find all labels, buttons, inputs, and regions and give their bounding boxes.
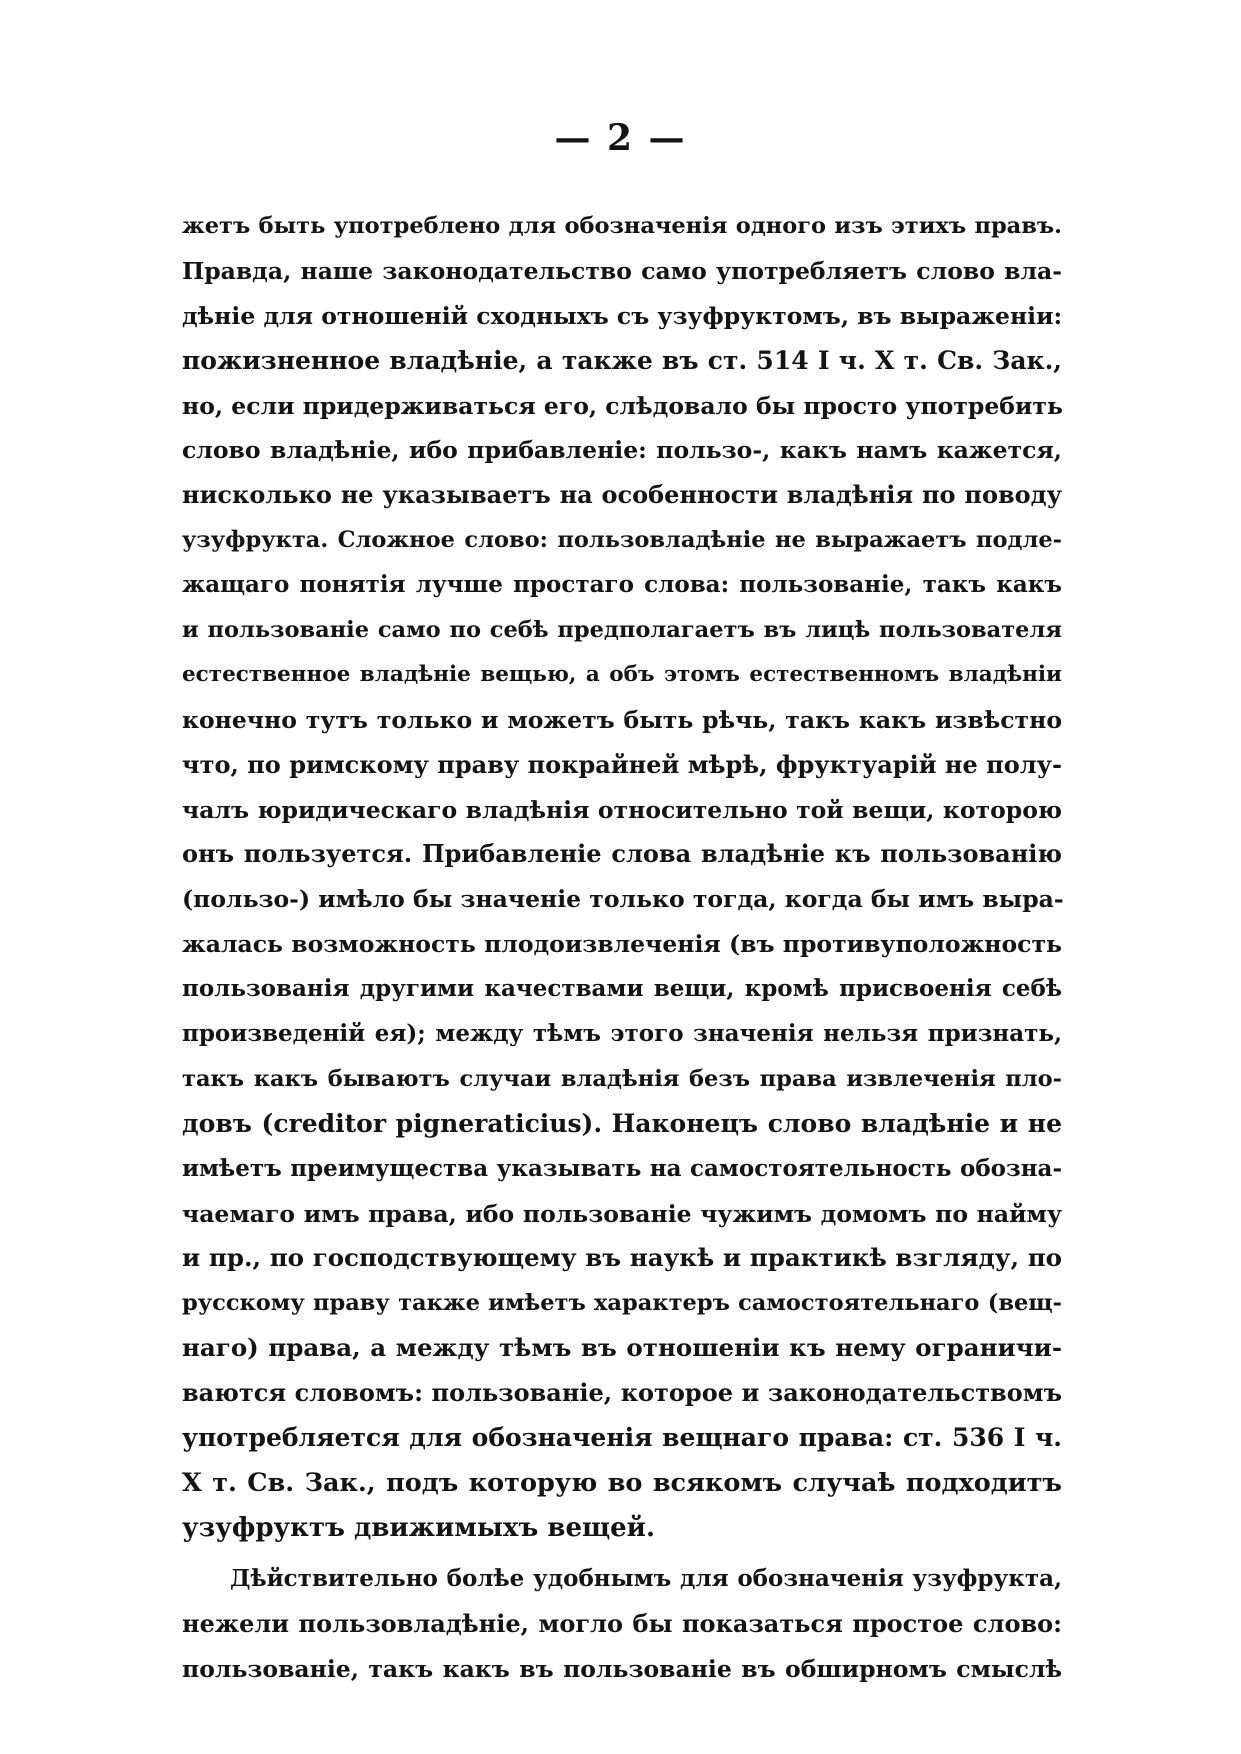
- text-line: довъ (creditor pigneraticius). Наконецъ слово владѣніе и не: [182, 1108, 1062, 1138]
- text-line: что, по римскому праву покрайней мѣрѣ, фруктуарій не полу-: [182, 749, 1062, 779]
- text-line: онъ пользуется. Прибавленіе слова владѣніе къ пользованію: [182, 839, 1062, 869]
- paragraph: [182, 1557, 1062, 1692]
- text-line: пользованія другими качествами вещи, кромѣ присвоенія себѣ: [182, 975, 1062, 1003]
- text-line: такъ какъ бываютъ случаи владѣнія безъ права извлеченія пло-: [182, 1065, 1062, 1092]
- text-line: жетъ быть употреблено для обозначенія одного изъ этихъ правъ.: [182, 213, 1062, 239]
- text-line: и пользованіе само по себѣ предполагаетъ въ лицѣ пользователя: [182, 617, 1062, 644]
- text-line: имѣетъ преимущества указывать на самостоятельность обозна-: [182, 1154, 1062, 1182]
- text-line: слово владѣніе, ибо прибавленіе: пользо-, какъ намъ кажется,: [182, 436, 1062, 465]
- text-line: Правда, наше законодательство само употребляетъ слово вла-: [182, 256, 1062, 285]
- text-line: пользованіе, такъ какъ въ пользованіе въ обширномъ смыслѣ: [182, 1654, 1062, 1683]
- paragraph: [182, 204, 1062, 1551]
- text-line: жащаго понятія лучше простаго слова: пользованіе, такъ какъ: [182, 571, 1062, 599]
- text-line: русскому праву также имѣетъ характеръ самостоятельнаго (вещ-: [182, 1290, 1062, 1317]
- text-line: X т. Св. Зак., подъ которую во всякомъ случаѣ подходитъ: [182, 1467, 1062, 1498]
- text-line: узуфруктъ движимыхъ вещей.: [182, 1512, 656, 1543]
- text-line: естественное владѣніе вещью, а объ этомъ естественномъ владѣніи: [182, 661, 1062, 687]
- text-line: чаемаго имъ права, ибо пользованіе чужимъ домомъ по найму: [182, 1199, 1062, 1228]
- page-number: — 2 —: [554, 117, 687, 159]
- text-line: наго) права, а между тѣмъ въ отношеніи къ нему ограничи-: [182, 1333, 1062, 1363]
- text-line: (пользо-) имѣло бы значеніе только тогда, когда бы имъ выра-: [182, 885, 1064, 914]
- text-line: Дѣйствительно болѣе удобнымъ для обозначенія узуфрукта,: [230, 1564, 1062, 1592]
- text-line: чалъ юридическаго владѣнія относительно той вещи, которою: [182, 795, 1062, 824]
- text-line: нежели пользовладѣніе, могло бы показаться простое слово:: [182, 1608, 1062, 1638]
- text-line: узуфрукта. Сложное слово: пользовладѣніе не выражаетъ подле-: [182, 527, 1062, 554]
- text-line: употребляется для обозначенія вещнаго права: ст. 536 I ч.: [182, 1423, 1062, 1453]
- text-line: нисколько не указываетъ на особенности владѣнія по поводу: [182, 480, 1062, 510]
- body-text: [182, 204, 1062, 1691]
- text-line: но, если придерживаться его, слѣдовало бы просто употребить: [182, 391, 1063, 420]
- text-line: ваются словомъ: пользованіе, которое и законодательствомъ: [182, 1378, 1062, 1408]
- text-line: конечно тутъ только и можетъ быть рѣчь, такъ какъ извѣстно: [182, 705, 1062, 734]
- text-line: произведеній ея); между тѣмъ этого значенія нельзя признать,: [182, 1020, 1062, 1048]
- text-line: дѣніе для отношеній сходныхъ съ узуфруктомъ, въ выраженіи:: [182, 301, 1063, 330]
- text-line: жалась возможность плодоизвлеченія (въ противуположность: [182, 930, 1062, 959]
- text-line: пожизненное владѣніе, а также въ ст. 514 I ч. X т. Св. Зак.,: [182, 345, 1062, 375]
- text-line: и пр., по господствующему въ наукѣ и практикѣ взгляду, по: [182, 1243, 1062, 1273]
